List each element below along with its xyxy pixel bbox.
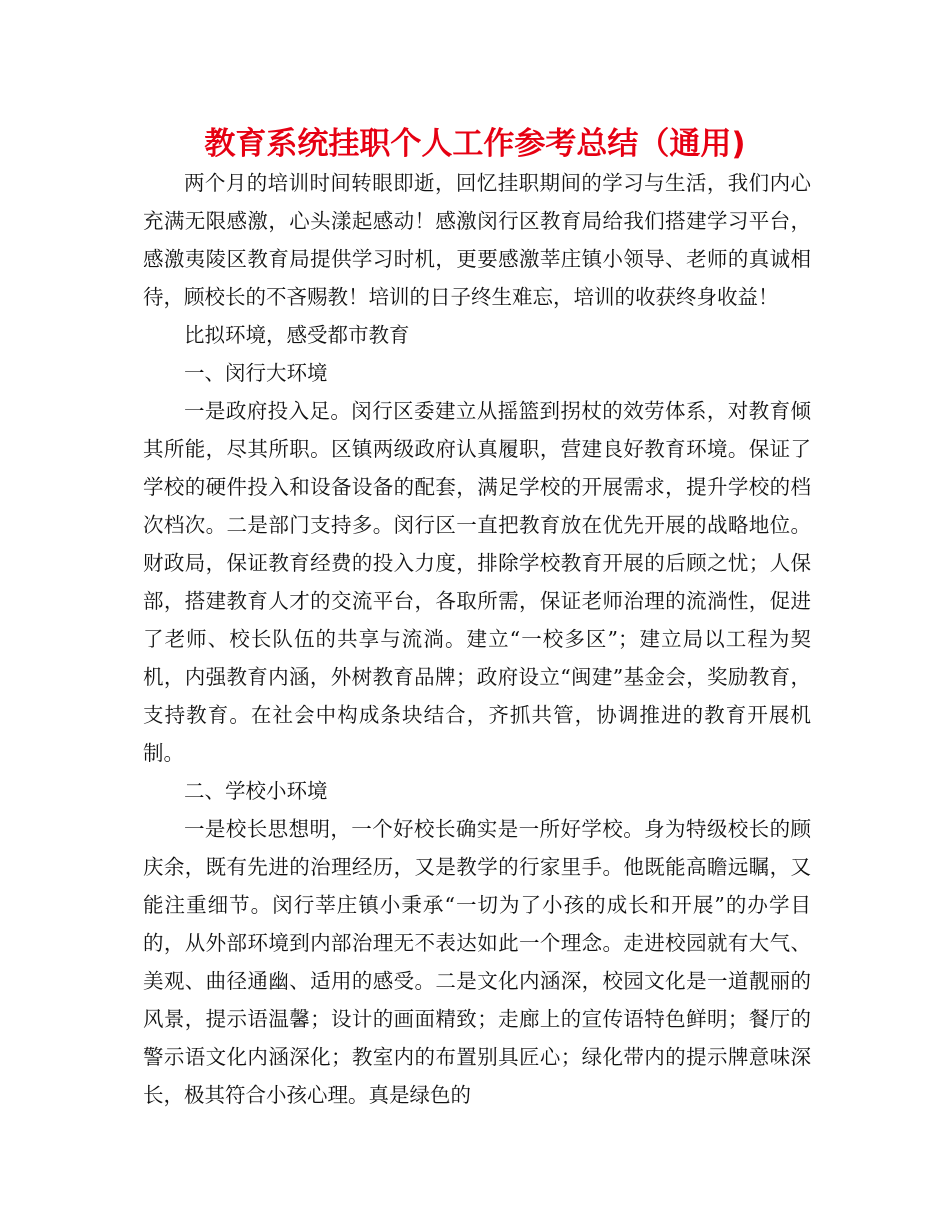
document-body: [143, 164, 811, 1114]
paragraph-school: 一是校长思想明，一个好校长确实是一所好学校。身为特级校长的顾庆余，既有先进的治理经历，又是教学的行家里手。他既能高瞻远瞩，又能注重细节。闵行莘庄镇小秉承“一切为了小孩的成长和开展”的办学目的，从外部环境到内部治理无不表达如此一个理念。走进校园就有大气、美观、曲径通幽、适用的感受。二是文化内涵深，校园文化是一道靓丽的风景，提示语温馨；设计的画面精致；走廊上的宣传语特色鲜明；餐厅的警示语文化内涵深化；教室内的布置别具匠心；绿化带内的提示牌意味深长，极其符合小孩心理。真是绿色的: [143, 817, 811, 1107]
paragraph-minhang: 一是政府投入足。闵行区委建立从摇篮到拐杖的效劳体系，对教育倾其所能，尽其所职。区镇两级政府认真履职，营建良好教育环境。保证了学校的硬件投入和设备设备的配套，满足学校的开展需求，提升学校的档次档次。二是部门支持多。闵行区一直把教育放在优先开展的战略地位。财政局，保证教育经费的投入力度，排除学校教育开展的后顾之忧；人保部，搭建教育人才的交流平台，各取所需，保证老师治理的流淌性，促进了老师、校长队伍的共享与流淌。建立“一校多区”；建立局以工程为契机，内强教育内涵，外树教育品牌；政府设立“闽建”基金会，奖励教育，支持教育。在社会中构成条块结合，齐抓共管，协调推进的教育开展机制。: [143, 399, 811, 765]
subsection-heading-school: 二、学校小环境: [184, 779, 328, 803]
document-title: 教育系统挂职个人工作参考总结（通用): [204, 126, 746, 162]
subsection-heading-minhang: 一、闵行大环境: [184, 361, 328, 385]
section-heading-environment: 比拟环境，感受都市教育: [184, 323, 410, 347]
paragraph-intro: 两个月的培训时间转眼即逝，回忆挂职期间的学习与生活，我们内心充满无限感激，心头漾起感动！感激闵行区教育局给我们搭建学习平台，感激夷陵区教育局提供学习时机，更要感激莘庄镇小领导、老师的真诚相待，顾校长的不吝赐教！培训的日子终生难忘，培训的收获终身收益！: [143, 171, 811, 309]
